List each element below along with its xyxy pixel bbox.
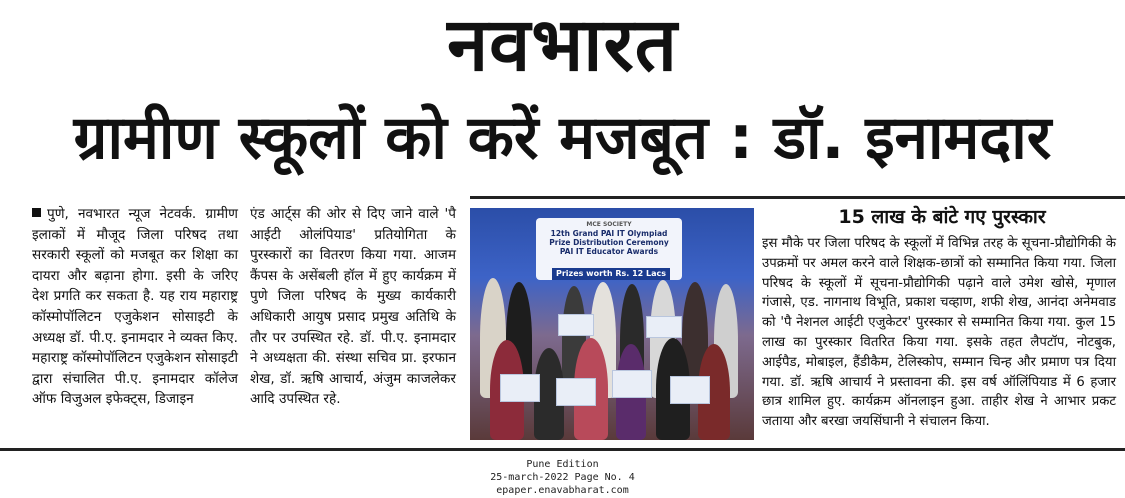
banner-subtitle: Prize Distribution Ceremony — [549, 238, 669, 247]
article-text-col2: एंड आर्ट्स की ओर से दिए जाने वाले 'पै आईटी ओलंपियाड' प्रतियोगिता के पुरस्कारों का वितरण किया गया. आजम कैंपस के असेंबली हॉल में हुए कार्यक्रम में पुणे जिला परिषद के मुख्य कार्यकारी अधिकारी आयुष प्रसाद प्रमुख अतिथि के तौर पर उपस्थित रहे. डॉ. पी.ए. इनामदार ने अध्यक्षता की. संस्था सचिव प्रा. इरफान शेख, डॉ. ऋषि आचार्य, अंजुम काजलेकर आदि उपस्थित रहे. — [250, 206, 456, 408]
bullet-square-icon — [32, 208, 41, 217]
newspaper-masthead: नवभारत — [447, 2, 678, 88]
sidebar-column — [762, 234, 1116, 432]
article-column-1 — [32, 204, 238, 410]
sidebar-text: इस मौके पर जिला परिषद के स्कूलों में विभिन्न तरह के सूचना-प्रौद्योगिकी के उपक्रमों पर अमल करने वाले शिक्षक-छात्रों को सम्मानित किया गया. जिला परिषद के स्कूलों में सूचना-प्रौद्योगिकी पढ़ाने वाले उमेश खोसे, मृणाल गंजासे, एड. नागनाथ विभूति, प्रकाश चव्हाण, शफी शेख, आनंदा अनेमवाड को 'पै नेशनल आईटी एजुकेटर' पुरस्कार से सम्मानित किया गया. कुल 15 लाख का पुरस्कार वितरित किया गया. इसके तहत लैपटॉप, नोटबुक, आईपैड, मोबाइल, हैंडीकैम, टेलिस्कोप, सम्मान चिन्ह और प्रमाण पत्र दिया गया. डॉ. ऋषि आचार्य ने प्रस्तावना की. इस वर्ष ऑलिंपियाड में 6 हजार छात्र शामिल हुए. कार्यक्रम ऑनलाइन हुआ. ताहीर शेख ने आभार प्रकट जताया और बरखा जयसिंघानी ने संचालन किया. — [762, 236, 1116, 430]
article-text-col1: पुणे, नवभारत न्यूज नेटवर्क. ग्रामीण इलाकों में मौजूद जिला परिषद तथा सरकारी स्कूलों को मजबूत कर शिक्षा का दायरा और बढ़ाना होगा. इसी के जरिए देश प्रगति कर सकता है. यह राय महाराष्ट्र कॉस्मोपॉलिटन एजुकेशन सोसाइटी के अध्यक्ष डॉ. पी.ए. इनामदार ने व्यक्त किए. महाराष्ट्र कॉस्मोपॉलिटन एजुकेशन सोसाइटी द्वारा संचालित पी.ए. इनामदार कॉलेज ऑफ विजुअल इफेक्ट्स, डिजाइन — [32, 206, 238, 408]
section-divider — [470, 196, 1125, 199]
footer-website: epaper.enavabharat.com — [496, 485, 629, 496]
page-bottom-divider — [0, 448, 1125, 451]
event-photo — [470, 208, 754, 440]
footer-date-page: 25-march-2022 Page No. 4 — [490, 472, 635, 483]
stage-banner: MCE SOCIETY 12th Grand PAI IT Olympiad Prize Distribution Ceremony PAI IT Educator Awards — [536, 218, 682, 280]
banner-title: 12th Grand PAI IT Olympiad — [550, 229, 668, 238]
banner-awards: PAI IT Educator Awards — [559, 247, 659, 256]
article-headline: ग्रामीण स्कूलों को करें मजबूत : डॉ. इनामदार — [73, 103, 1052, 173]
footer-edition: Pune Edition — [526, 459, 599, 470]
prizes-banner: Prizes worth Rs. 12 Lacs — [552, 268, 670, 280]
page-footer — [0, 458, 1125, 497]
sidebar-heading: 15 लाख के बांटे गए पुरस्कार — [838, 206, 1046, 228]
award-recipients-group — [470, 278, 754, 440]
article-column-2 — [250, 204, 456, 410]
